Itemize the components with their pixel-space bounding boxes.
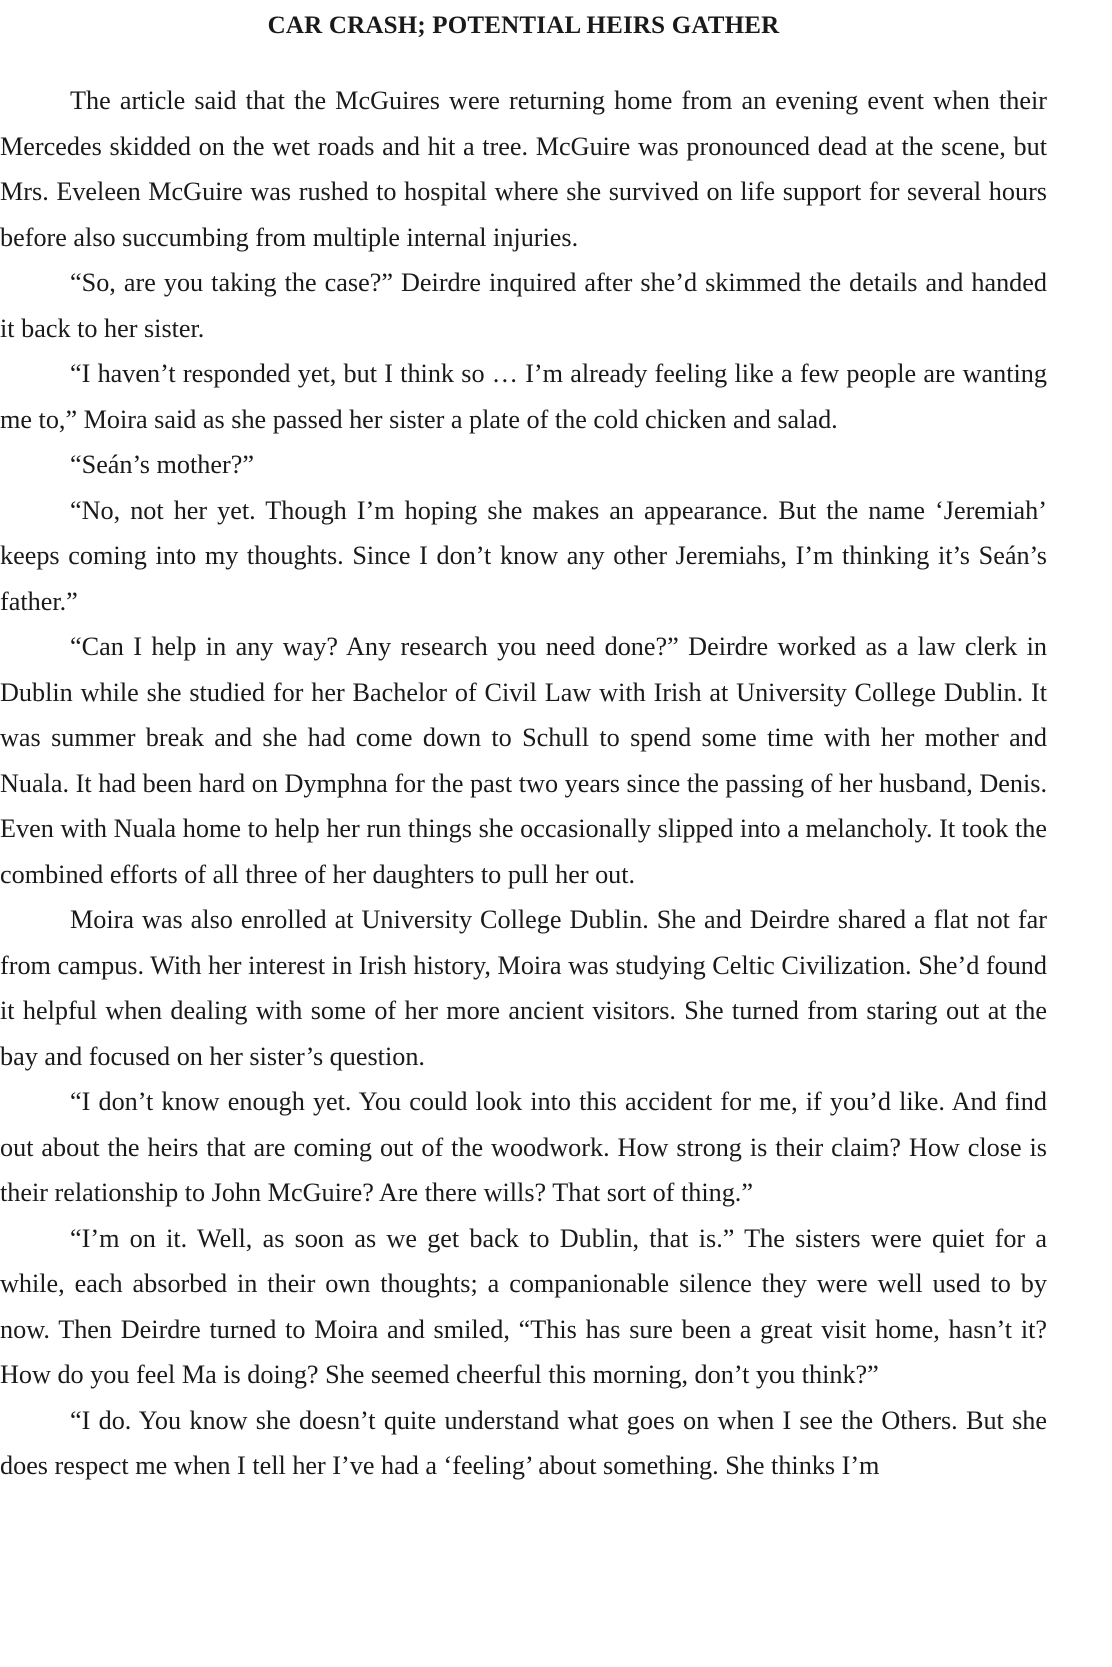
body-text [0, 78, 1047, 1489]
paragraph-9: “I’m on it. Well, as soon as we get back to Dublin, that is.” The sisters were quiet for a while, each absorbed in their own thoughts; a companionable silence they were well used to by now. Then Deirdre turned to Moira and smiled, “This has sure been a great visit home, hasn’t it? How do you feel Ma is doing? She seemed cheerful this morning, don’t you think?” [0, 1223, 1047, 1389]
paragraph-8: “I don’t know enough yet. You could look into this accident for me, if you’d like. And find out about the heirs that are coming out of the woodwork. How strong is their claim? How close is their relationship to John McGuire? Are there wills? That sort of thing.” [0, 1087, 1047, 1207]
paragraph-4: “Seán’s mother?” [70, 450, 254, 479]
paragraph-7: Moira was also enrolled at University College Dublin. She and Deirdre shared a flat not far from campus. With her interest in Irish history, Moira was studying Celtic Civilization. She’d found it helpful when dealing with some of her more ancient visitors. She turned from staring out at the bay and focused on her sister’s question. [0, 905, 1047, 1071]
chapter-title: CAR CRASH; POTENTIAL HEIRS GATHER [267, 12, 780, 39]
paragraph-2: “So, are you taking the case?” Deirdre inquired after she’d skimmed the details and handed it back to her sister. [0, 268, 1047, 343]
paragraph-5: “No, not her yet. Though I’m hoping she makes an appearance. But the name ‘Jeremiah’ keeps coming into my thoughts. Since I don’t know any other Jeremiahs, I’m thinking it’s Seán’s father.” [0, 495, 1047, 616]
paragraph-6: “Can I help in any way? Any research you need done?” Deirdre worked as a law clerk in Dublin while she studied for her Bachelor of Civil Law with Irish at University College Dublin. It was summer break and she had come down to Schull to spend some time with her mother and Nuala. It had been hard on Dymphna for the past two years since the passing of her husband, Denis. Even with Nuala home to help her run things she occasionally slipped into a melancholy. It took the combined efforts of all three of her daughters to pull her out. [0, 632, 1047, 889]
paragraph-10: “I do. You know she doesn’t quite understand what goes on when I see the Others. But she does respect me when I tell her I’ve had a ‘feeling’ about something. She thinks I’m [0, 1405, 1047, 1480]
paragraph-3: “I haven’t responded yet, but I think so … I’m already feeling like a few people are wanting me to,” Moira said as she passed her sister a plate of the cold chicken and salad. [0, 359, 1047, 434]
paragraph-1: The article said that the McGuires were returning home from an evening event when their Mercedes skidded on the wet roads and hit a tree. McGuire was pronounced dead at the scene, but Mrs. Eveleen McGuire was rushed to hospital where she survived on life support for several hours before also succumbing from multiple internal injuries. [0, 86, 1047, 252]
